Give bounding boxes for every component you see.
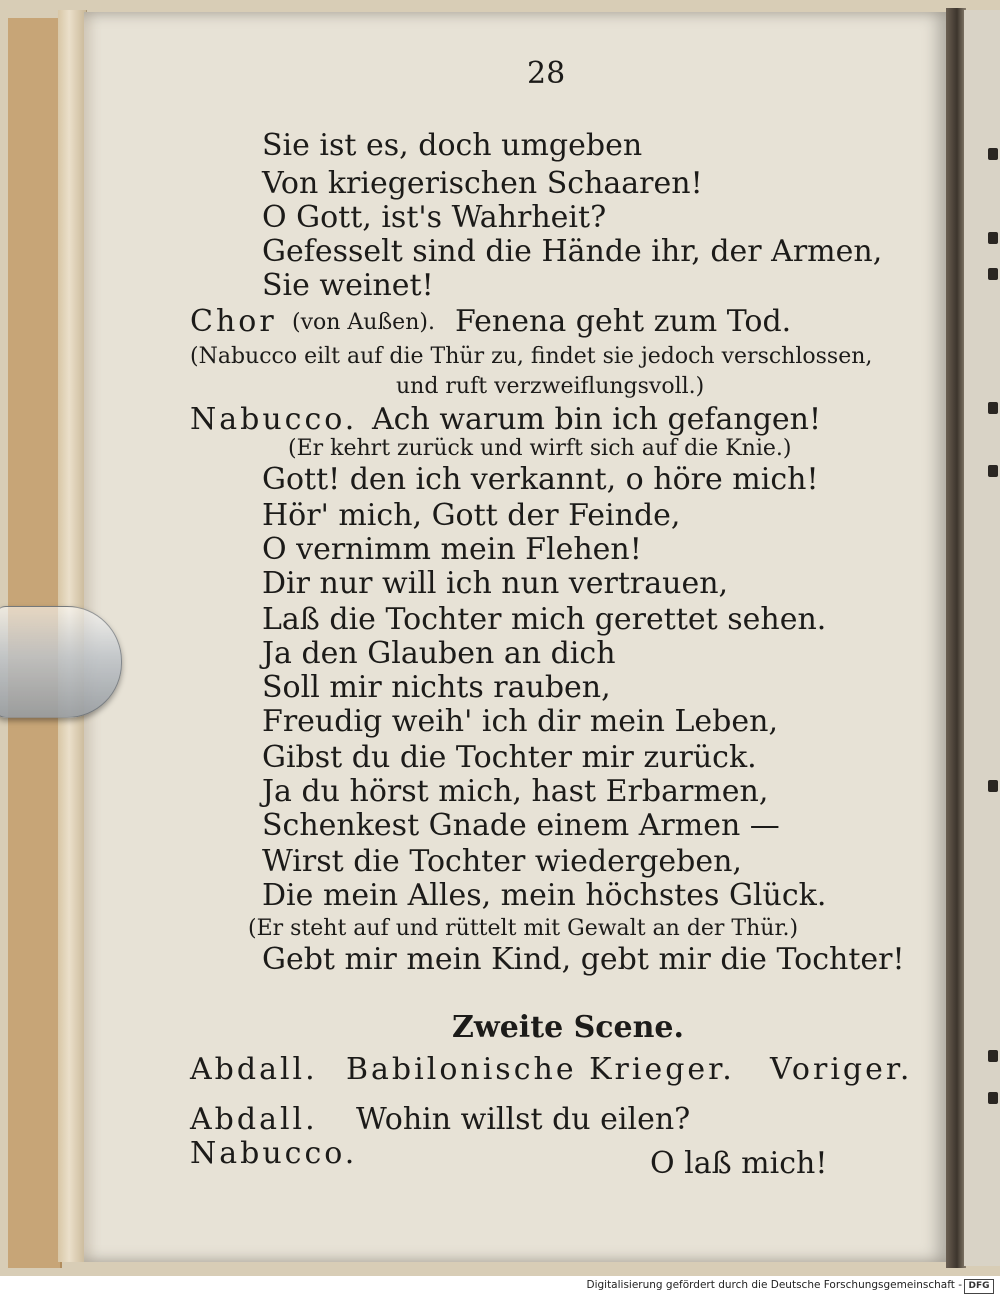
glyph-fragment xyxy=(988,1092,998,1104)
footer-credit: Digitalisierung gefördert durch die Deutsche Forschungsgemeinschaft - xyxy=(586,1279,962,1291)
page-number: 28 xyxy=(527,56,566,91)
verse-line: Gott! den ich verkannt, o höre mich! xyxy=(262,462,819,497)
cast-voriger: Voriger. xyxy=(770,1052,913,1087)
page-holder-clip xyxy=(0,606,122,718)
verse-line: Die mein Alles, mein höchstes Glück. xyxy=(262,878,827,913)
verse-line: Hör' mich, Gott der Feinde, xyxy=(262,498,681,533)
chor-line: Fenena geht zum Tod. xyxy=(455,304,792,339)
verse-line: Von kriegerischen Schaaren! xyxy=(262,166,703,201)
dfg-logo: DFG xyxy=(964,1279,994,1294)
glyph-fragment xyxy=(988,780,998,792)
speaker-abdall: Abdall. xyxy=(190,1102,318,1137)
stage-direction: und ruft verzweiflungsvoll.) xyxy=(396,374,705,399)
stage-direction: (Nabucco eilt auf die Thür zu, findet sie jedoch verschlossen, xyxy=(190,344,873,369)
speaker-chor: Chor xyxy=(190,304,277,339)
verse-line: Ja du hörst mich, hast Erbarmen, xyxy=(262,774,769,809)
verse-line: Ja den Glauben an dich xyxy=(262,636,616,671)
verse-line: O Gott, ist's Wahrheit? xyxy=(262,200,607,235)
cast-abdall: Abdall. xyxy=(190,1052,318,1087)
stage-direction: (Er kehrt zurück und wirft sich auf die Knie.) xyxy=(288,436,792,461)
verse-line: Wirst die Tochter wiedergeben, xyxy=(262,844,742,879)
glyph-fragment xyxy=(988,465,998,477)
glyph-fragment xyxy=(988,268,998,280)
scene-title: Zweite Scene. xyxy=(452,1010,684,1045)
dialogue-line: O laß mich! xyxy=(650,1146,828,1181)
next-page-edge xyxy=(964,10,1000,1266)
verse-line: Schenkest Gnade einem Armen — xyxy=(262,808,780,843)
verse-line: Sie ist es, doch umgeben xyxy=(262,128,643,163)
glyph-fragment xyxy=(988,402,998,414)
glyph-fragment xyxy=(988,232,998,244)
verse-line: Dir nur will ich nun vertrauen, xyxy=(262,566,729,601)
verse-line: Laß die Tochter mich gerettet sehen. xyxy=(262,602,827,637)
speaker-nabucco: Nabucco. xyxy=(190,1136,358,1171)
stage-direction: (Er steht auf und rüttelt mit Gewalt an der Thür.) xyxy=(248,916,799,941)
glyph-fragment xyxy=(988,1050,998,1062)
verse-line: Freudig weih' ich dir mein Leben, xyxy=(262,704,778,739)
speaker-nabucco: Nabucco. xyxy=(190,402,358,437)
dialogue-line: Wohin willst du eilen? xyxy=(356,1102,691,1137)
cast-krieger: Babilonische Krieger. xyxy=(346,1052,735,1087)
verse-line: Ach warum bin ich gefangen! xyxy=(372,402,822,437)
verse-line: O vernimm mein Flehen! xyxy=(262,532,642,567)
verse-line: Gebt mir mein Kind, gebt mir die Tochter! xyxy=(262,942,905,977)
book-gutter xyxy=(946,8,966,1268)
stage-note: (von Außen). xyxy=(292,310,435,335)
verse-line: Gefesselt sind die Hände ihr, der Armen, xyxy=(262,234,883,269)
verse-line: Soll mir nichts rauben, xyxy=(262,670,611,705)
glyph-fragment xyxy=(988,148,998,160)
verse-line: Gibst du die Tochter mir zurück. xyxy=(262,740,757,775)
verse-line: Sie weinet! xyxy=(262,268,434,303)
